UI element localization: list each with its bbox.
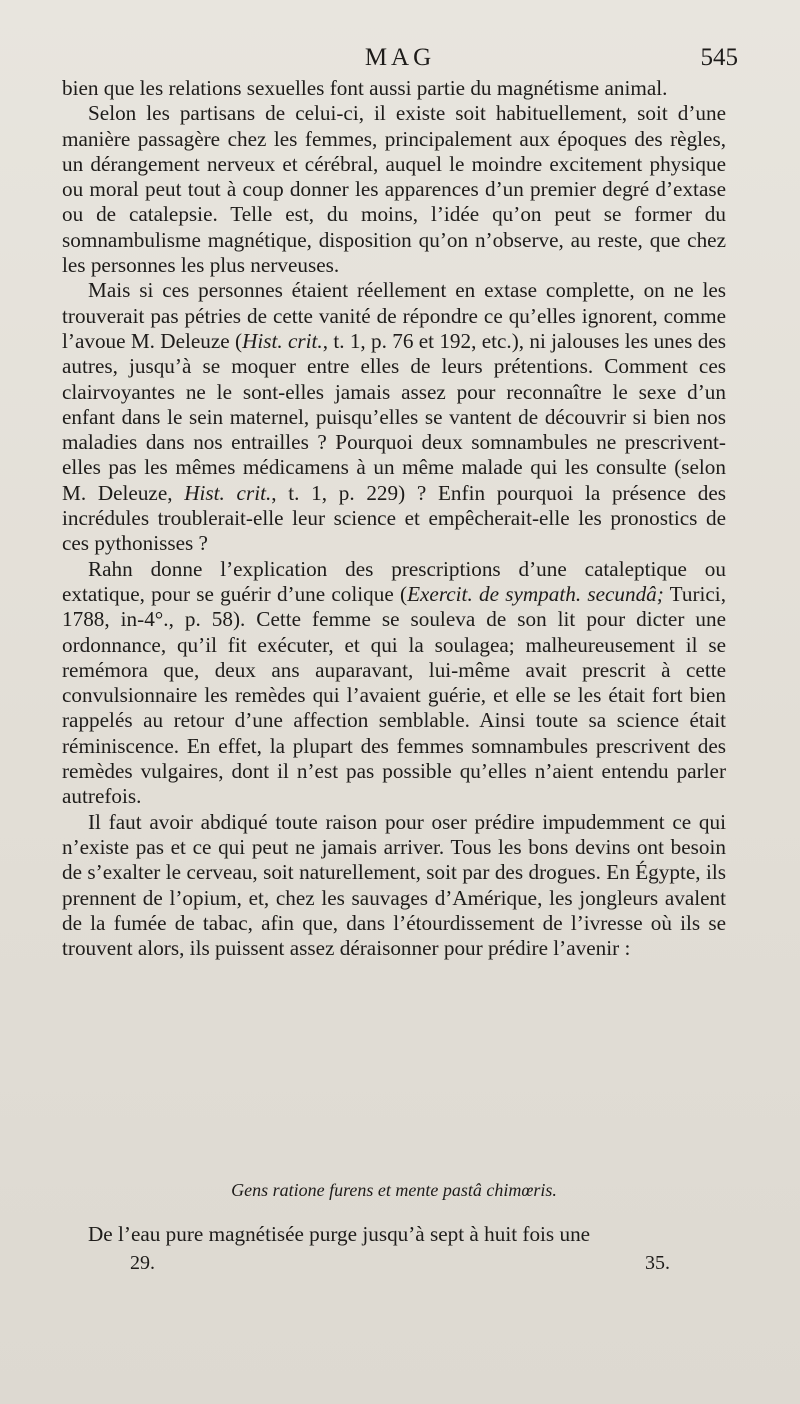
last-line: De l’eau pure magnétisée purge jusqu’à sept à huit fois une bbox=[88, 1222, 591, 1246]
body-text bbox=[62, 76, 726, 961]
text-run: Turici, 1788, in-4°., p. 58). Cette femme se souleva de son lit pour dicter une ordonnance, qu’il fit exécuter, et qui la soulagea; malheureusement il se remémora que, deux ans auparavant, lui-même avait prescrit à cette convulsionnaire les remèdes qui l’avaient guérie, et elle se les était fort bien rappelés au retour d’une affection semblable. Ainsi toute sa science était réminiscence. En effet, la plupart des femmes somnambules prescrivent des remèdes vulgaires, dont il n’est pas possible qu’elles n’aient entendu parler autrefois. bbox=[62, 581, 726, 809]
italic-citation: Hist. crit. bbox=[242, 328, 323, 353]
text-run: , t. 1, p. 229) ? Enfin pourquoi la présence des incrédules troublerait-elle leur science et empêcherait-elle les pronostics de ces pythonisses ? bbox=[62, 480, 726, 556]
italic-citation: Exercit. de sympath. secundâ; bbox=[407, 581, 664, 606]
text-run: bien que les relations sexuelles font aussi partie du magnétisme animal. bbox=[62, 76, 668, 100]
paragraph bbox=[62, 557, 726, 810]
signature-marks bbox=[130, 1252, 670, 1282]
paragraph bbox=[62, 810, 726, 962]
signature-mark-left: 29. bbox=[130, 1252, 155, 1274]
text-run: Mais si ces personnes étaient réellement en extase complette, on ne les trouverait pas pétries de cette vanité de répondre ce qu’elles ignorent, comme l’avoue M. Deleuze ( bbox=[62, 278, 726, 353]
italic-citation: Hist. crit. bbox=[184, 480, 272, 505]
latin-quote: Gens ratione furens et mente pastâ chimœris. bbox=[231, 1180, 557, 1200]
text-run: Il faut avoir abdiqué toute raison pour oser prédire impudemment ce qui n’existe pas et ce qui peut ne jamais arriver. Tous les bons devins ont besoin de s’exalter le cerveau, soit naturellement, soit par des drogues. En Égypte, ils prennent de l’opium, et, chez les sauvages d’Amérique, les jongleurs avalent de la fumée de tabac, afin que, dans l’étourdissement de l’ivresse où ils se trouvent alors, ils puissent assez déraisonner pour prédire l’avenir : bbox=[62, 809, 726, 961]
paragraph bbox=[62, 101, 726, 278]
page-number: 545 bbox=[700, 44, 738, 71]
page-header bbox=[62, 44, 738, 80]
paragraph bbox=[62, 76, 726, 101]
running-head: MAG bbox=[364, 44, 436, 71]
text-run: Rahn donne l’explication des prescriptions d’une cataleptique ou extatique, pour se guérir d’une colique ( bbox=[62, 556, 726, 606]
text-run: , t. 1, p. 76 et 192, etc.), ni jalouses les unes des autres, jusqu’à se moquer entre elles de leurs prétentions. Comment ces clairvoyantes ne le sont-elles jamais assez pour reconnaître le sexe d’un enfant dans le sein maternel, puisqu’elles se vantent de découvrir si bien nos maladies dans nos entrailles ? Pourquoi deux somnambules ne prescrivent-elles pas les mêmes médicamens à un même malade qui les consulte (selon M. Deleuze, bbox=[62, 328, 726, 505]
paragraph bbox=[62, 278, 726, 556]
text-run: Selon les partisans de celui-ci, il existe soit habituellement, soit d’une manière passagère chez les femmes, principalement aux époques des règles, un dérangement nerveux et cérébral, auquel le moindre excitement physique ou moral peut tout à coup donner les apparences d’un premier degré d’extase ou de catalepsie. Telle est, du moins, l’idée qu’on peut se former du somnambulisme magnétique, disposition qu’on n’observe, au reste, que chez les personnes les plus nerveuses. bbox=[62, 101, 726, 278]
signature-mark-right: 35. bbox=[645, 1252, 670, 1274]
